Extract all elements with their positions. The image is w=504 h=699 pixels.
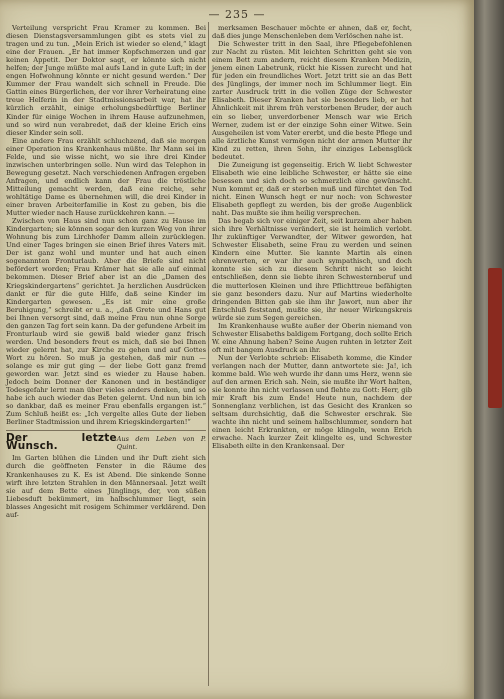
paragraph: Verteilung verspricht Frau Kramer zu kommen. Bei diesen Dienstagsversammlungen gibt es stets viel zu tragen und zu tun. „Mein Erich ist wieder so elend,“ klagt eine der Frauen. „Er hat immer Kopfschmerzen und gar keinen Appetit. Der Doktor sagt, er könnte sich nicht helfen; der Junge müßte mal aufs Land in gute Luft; in der engen Hofwohnung könnte er nicht gesund werden.“ Der Kummer der Frau wandelt sich schnell in Freude. Die Gattin eines Bürgerlichen, der vor ihrer Verheiratung eine treue Helferin in der Stadtmissionsarbeit war, hat ihr kürzlich erzählt, einige erholungsbedürftige Berliner Kinder für einige Wochen in ihrem Hause aufzunehmen, und so wird nun verabredet, daß der kleine Erich eins dieser Kinder sein soll. [6,24,206,137]
paragraph: Im Garten blühen die Linden und ihr Duft zieht sich durch die geöffneten Fenster in die Räume des Krankenhauses zu K. Es ist Abend. Die sinkende Sonne wirft ihre letzten Strahlen in den Männersaal. Jetzt weilt sie auf dem Bette eines Jünglings, der, von süßen Liebesduft bekümmert, im halbschlummer liegt, sein blasses Angesicht mit rosigem Schimmer verklärend. Den auf- [6,454,206,519]
bookmark-tab [488,268,502,408]
left-column [6,24,206,519]
paragraph: Im Krankenhause wußte außer der Oberin niemand von Schwester Elisabeths baldigem Fortgang, doch sollte Erich W. eine Ahnung haben? Seine Augen ruhten in letzter Zeit oft mit bangem Ausdruck an ihr. [212,321,412,354]
paragraph: Zwischen von Haus sind nun schon ganz zu Hause im Kindergarten; sie können sogar den kurzen Weg von ihrer Wohnung bis zum Lirchhofer Damm allein zurücklegen. Und einer Tages bringen sie einen Brief ihres Vaters mit. Der ist ganz wohl und munter und hat auch einen sogenannten Fronturlaub. Aber die Briefe sind nicht befördert worden; Frau Krämer hat sie alle auf einmal bekommen. Dieser Brief aber ist an die „Damen des Kriegskindergartens“ gerichtet. Ja herzlichen Ausdrücken dankt er für die gute Hilfe, daß seine Kinder im Kindergarten gewesen. „Es ist mir eine große Beruhigung,“ schreibt er u. a., „daß Grete und Hans gut bei Ihnen versorgt sind, daß meine Frau nun ohne Sorge den ganzen Tag fort sein kann. Da der gefundene Arbeit im Fronturlaub wird sie gewiß bald wieder ganz frisch werden. Und besonders freut es mich, daß sie bei Ihnen wieder gelernt hat, zur Kirche zu gehen und auf Gottes Wort zu hören. So muß ja gestehen, daß mir nun — solange es mir gut ging — der liebe Gott ganz fremd geworden war. Jetzt sind es wieder zu Hause haben. Jedoch beim Donner der Kanonen und in beständiger Todesgefahr lernt man über vieles anders denken, und so habe ich auch wieder das Beten gelernt. Und nun bin ich so dankbar, daß es meiner Frau ebenfalls ergangen ist.“ Zum Schluß heißt es: „Ich vergelte alles Gute der lieben Berliner Stadtmission und ihrem Kriegskindergarten!“ [6,217,206,427]
paragraph: merksamen Beschauer möchte er ahnen, daß er, fecht, daß dies junge Menschenleben dem Verlöschen nahe ist. [212,24,412,41]
right-column [212,24,412,450]
paragraph: Die Schwester tritt in den Saal, ihre Pflegebefohlenen zur Nacht zu rüsten. Mit leichten Schritten geht sie von einem Bett zum andern, reicht diesem Kranken Medizin, jenem einen Labetrunk, rückt hie Kissen zurecht und hat für jeden ein freundliches Wort. Jetzt tritt sie an das Bett des Jünglings, der immer noch im Schlummer liegt. Ein zarter Ausdruck tritt in die vollen Züge der Schwester Elisabeth. Dieser Kranken hat sie besonders lieb, er hat Ähnlichkeit mit ihrem früh verstorbenen Bruder, der auch ein so lieber, unverdorbener Mensch war wie Erich Werner, zudem ist er der einzige Sohn einer Witwe. Sein Ausgeheilen ist vom Vater ererbt, und die beste Pflege und alle ärztliche Kunst vermögen nicht der armen Mutter ihr Kind zu retten, ihren Sohn, ihr einziges Lebensglück bedeutet. [212,40,412,161]
paragraph: Die Zuneigung ist gegenseitig. Erich W. liebt Schwester Elisabeth wie eine leibliche Schwester, er hätte sie eine besessen und sich doch so schmerzlich eine gewünscht. Nun kommt er, daß er sterben muß und fürchtet den Tod nicht. Einen Wunsch hegt er nur noch: von Schwester Elisabeth gepflegt zu werden, bis der große Augenblick naht. Das mußte sie ihm heilig versprechen. [212,160,412,218]
column-divider [208,22,209,686]
page-number: — 235 — [208,8,266,21]
story-byline: Aus dem Leben von P. Quint. [116,435,206,452]
story-title: Der letzte Wunsch. [6,432,117,453]
paragraph: Nun der Verlobte schrieb: Elisabeth komme, die Kinder verlangen nach der Mutter, dann antwortete sie: Ja!, ich komme bald. Wie weh wurde ihr dann ums Herz, wenn sie auf den armen Erich sah. Nein, sie mußte ihr Wort halten, sie konnte ihn nicht verlassen und flehte zu Gott: Herr, gib mir Kraft bis zum Ende! Heute nun, nachdem der Sonnenglanz verblichen, ist das Gesicht des Kranken so seltsam durchsichtig, daß die Schwester erschrak. Sie wachte ihn nicht und seinem halbschlummer, sondern hat einen leicht Erkrankten, er möge klingeln, wenn Erich erwache. Nach kurzer Zeit klingelte es, und Schwester Elisabeth eilte in den Krankensaal. Der [212,353,412,451]
paragraph: Eine andere Frau erzählt schluchzend, daß sie morgen einer Operation ins Krankenhaus müßte. Ihr Mann sei im Felde, und sie wisse nicht, wo sie ihre drei Kinder inzwischen unterbringen solle. Nun wird das Telephon in Bewegung gesetzt. Nach verschiedenen Anfragen ergeben Anfragen, und endlich kann der Frau die tröstliche Mitteilung gemacht werden, daß eine reiche, sehr wohltätige Dame es übernehmen will, die drei Kinder in einer braven Arbeiterfamilie in Kost zu geben, bis die Mutter wieder nach Hause zurückkehren kann. — [6,136,206,218]
story-heading [6,430,206,451]
paragraph: Das begab sich vor einiger Zeit, seit kurzem aber haben sich ihre Verhältnisse verändert, sie ist heimlich verlobt. Ihr zukünftiger Verwandter, der Witwer geworden, hat Schwester Elisabeth, seine Frau zu werden und seinen Kindern eine Mutter. Sie kannte Martin als einen ehrenwerten, er war ihr auch sympathisch, und doch konnte sie sich zu diesem Schritt nicht so leicht entschließen, denn sie liebte ihren Schwesternberuf und die mutterlosen Kleinen und ihre Pflichttreue befähigten sie ganz besonders dazu. Nur auf Martins wiederholte dringenden Bitten gab sie ihm ihr Jawort, nun aber ihr Entschluß feststand, mußte sie, ihr neuer Wirkungskreis würde sie zum Segen gereichen. [212,217,412,322]
